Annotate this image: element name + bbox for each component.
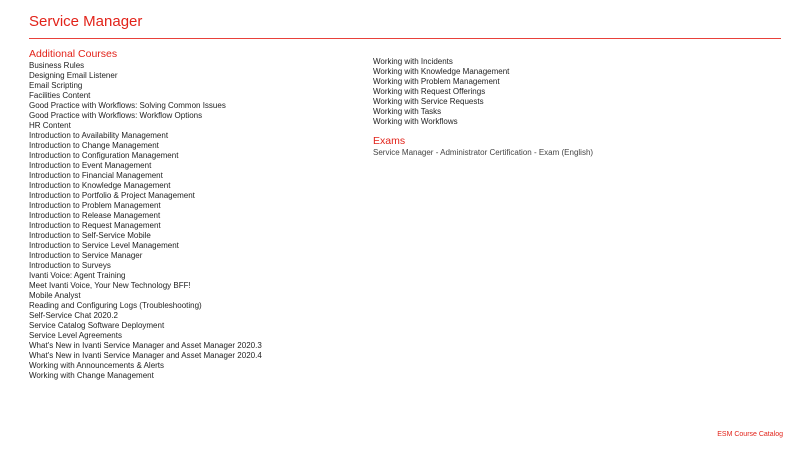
course-item: Working with Request Offerings xyxy=(373,87,486,96)
course-item: Meet Ivanti Voice, Your New Technology BFF! xyxy=(29,281,191,290)
course-item: Introduction to Financial Management xyxy=(29,171,163,180)
exams-list xyxy=(373,148,753,158)
course-item: Introduction to Configuration Management xyxy=(29,151,179,160)
course-item: Service Catalog Software Deployment xyxy=(29,321,165,330)
footer-catalog-label: ESM Course Catalog xyxy=(717,431,783,438)
course-item: Working with Knowledge Management xyxy=(373,67,510,76)
course-item: Mobile Analyst xyxy=(29,291,81,300)
course-item: Introduction to Problem Management xyxy=(29,201,161,210)
course-item: Working with Incidents xyxy=(373,57,453,66)
course-item: Working with Service Requests xyxy=(373,97,484,106)
exam-item: Service Manager - Administrator Certification - Exam (English) xyxy=(373,148,594,157)
title-divider xyxy=(29,38,781,39)
course-item: Introduction to Availability Management xyxy=(29,131,169,140)
additional-courses-list xyxy=(29,61,359,381)
course-item: Ivanti Voice: Agent Training xyxy=(29,271,126,280)
course-item: Facilities Content xyxy=(29,91,91,100)
course-item: Introduction to Service Manager xyxy=(29,251,143,260)
additional-courses-list-continued xyxy=(373,57,753,127)
course-item: HR Content xyxy=(29,121,71,130)
course-item: Introduction to Service Level Management xyxy=(29,241,179,250)
left-column xyxy=(29,48,359,381)
additional-courses-heading: Additional Courses xyxy=(29,48,118,60)
course-item: Introduction to Change Management xyxy=(29,141,159,150)
course-item: What's New in Ivanti Service Manager and Asset Manager 2020.4 xyxy=(29,351,262,360)
course-item: Introduction to Event Management xyxy=(29,161,152,170)
course-item: Email Scripting xyxy=(29,81,83,90)
right-column xyxy=(373,57,753,158)
page-title: Service Manager xyxy=(29,13,143,30)
exams-heading: Exams xyxy=(373,135,406,147)
course-item: Working with Change Management xyxy=(29,371,154,380)
course-item: Self-Service Chat 2020.2 xyxy=(29,311,118,320)
course-item: Working with Problem Management xyxy=(373,77,500,86)
course-item: Introduction to Knowledge Management xyxy=(29,181,171,190)
course-item: What's New in Ivanti Service Manager and Asset Manager 2020.3 xyxy=(29,341,262,350)
course-item: Working with Workflows xyxy=(373,117,458,126)
course-item: Reading and Configuring Logs (Troubleshooting) xyxy=(29,301,202,310)
course-item: Working with Announcements & Alerts xyxy=(29,361,165,370)
course-item: Good Practice with Workflows: Solving Common Issues xyxy=(29,101,226,110)
course-item: Introduction to Self-Service Mobile xyxy=(29,231,151,240)
course-item: Designing Email Listener xyxy=(29,71,118,80)
course-item: Service Level Agreements xyxy=(29,331,122,340)
course-item: Introduction to Surveys xyxy=(29,261,111,270)
course-item: Working with Tasks xyxy=(373,107,442,116)
course-item: Good Practice with Workflows: Workflow Options xyxy=(29,111,203,120)
course-item: Introduction to Portfolio & Project Management xyxy=(29,191,195,200)
course-item: Introduction to Release Management xyxy=(29,211,161,220)
course-item: Business Rules xyxy=(29,61,85,70)
course-item: Introduction to Request Management xyxy=(29,221,161,230)
